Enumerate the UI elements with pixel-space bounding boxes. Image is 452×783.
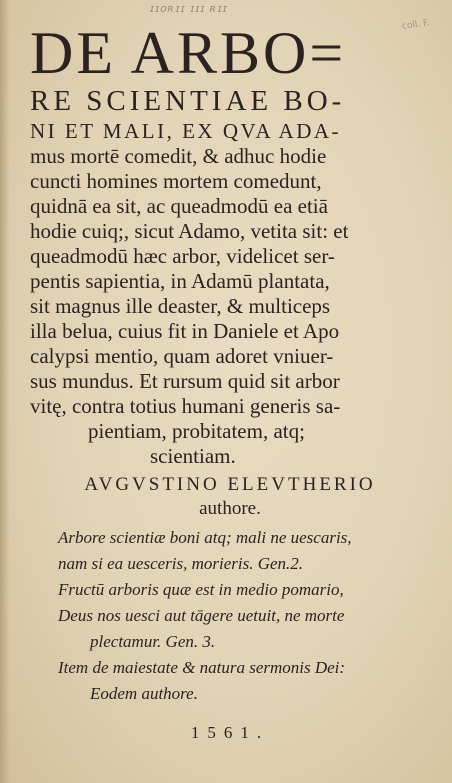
top-right-margin-note: coll. F.: [401, 18, 431, 32]
title-line-3: NI ET MALI, EX QVA ADA-: [30, 119, 342, 143]
body-line: mus mortē comedit, & adhuc hodie: [30, 144, 327, 168]
title-line-1: DE ARBO=: [30, 20, 347, 86]
quote-line: Arbore scientiæ boni atq; mali ne uescaris,: [58, 528, 352, 547]
title-line-2: RE SCIENTIAE BO-: [30, 85, 346, 117]
body-line: queadmodū hæc arbor, videlicet ser-: [30, 244, 335, 268]
body-line: pentis sapientia, in Adamū plantata,: [30, 269, 330, 293]
body-line: hodie cuiq;, sicut Adamo, vetita sit: et: [30, 219, 349, 243]
body-line: calypsi mentio, quam adoret vniuer-: [30, 344, 334, 368]
body-line: cuncti homines mortem comedunt,: [30, 169, 322, 193]
author-word: authore.: [199, 498, 261, 519]
body-line: illa belua, cuius fit in Daniele et Apo: [30, 319, 340, 343]
body-line: pientiam, probitatem, atq;: [88, 419, 305, 443]
quote-line: Fructū arboris quæ est in medio pomario,: [58, 580, 344, 599]
top-margin-scrawl: ɪɪoʀɪɪ ɪɪɪ ʀɪɪ: [150, 2, 228, 15]
publication-year: 1561.: [190, 723, 270, 742]
quote-line: Deus nos uesci aut tāgere uetuit, ne morte: [58, 606, 345, 625]
body-line: vitę, contra totius humani generis sa-: [30, 394, 341, 418]
page-edge-shadow: [0, 0, 10, 783]
epigraph-quotes: [30, 525, 430, 707]
author-name: AVGVSTINO ELEVTHERIO: [84, 474, 376, 495]
quote-line: plectamur. Gen. 3.: [90, 632, 216, 651]
author-block: [30, 473, 430, 521]
title-page-text: [30, 22, 430, 743]
quote-line: Item de maiestate & natura sermonis Dei:: [58, 658, 346, 677]
quote-line: nam si ea uesceris, morieris. Gen.2.: [58, 554, 304, 573]
body-line: quidnā ea sit, ac queadmodū ea etiā: [30, 194, 328, 218]
body-line: sit magnus ille deaster, & multiceps: [30, 294, 331, 318]
body-line: scientiam.: [150, 444, 236, 468]
body-line: sus mundus. Et rursum quid sit arbor: [30, 369, 340, 393]
subtitle-body: [30, 144, 430, 469]
quote-line: Eodem authore.: [90, 684, 198, 703]
